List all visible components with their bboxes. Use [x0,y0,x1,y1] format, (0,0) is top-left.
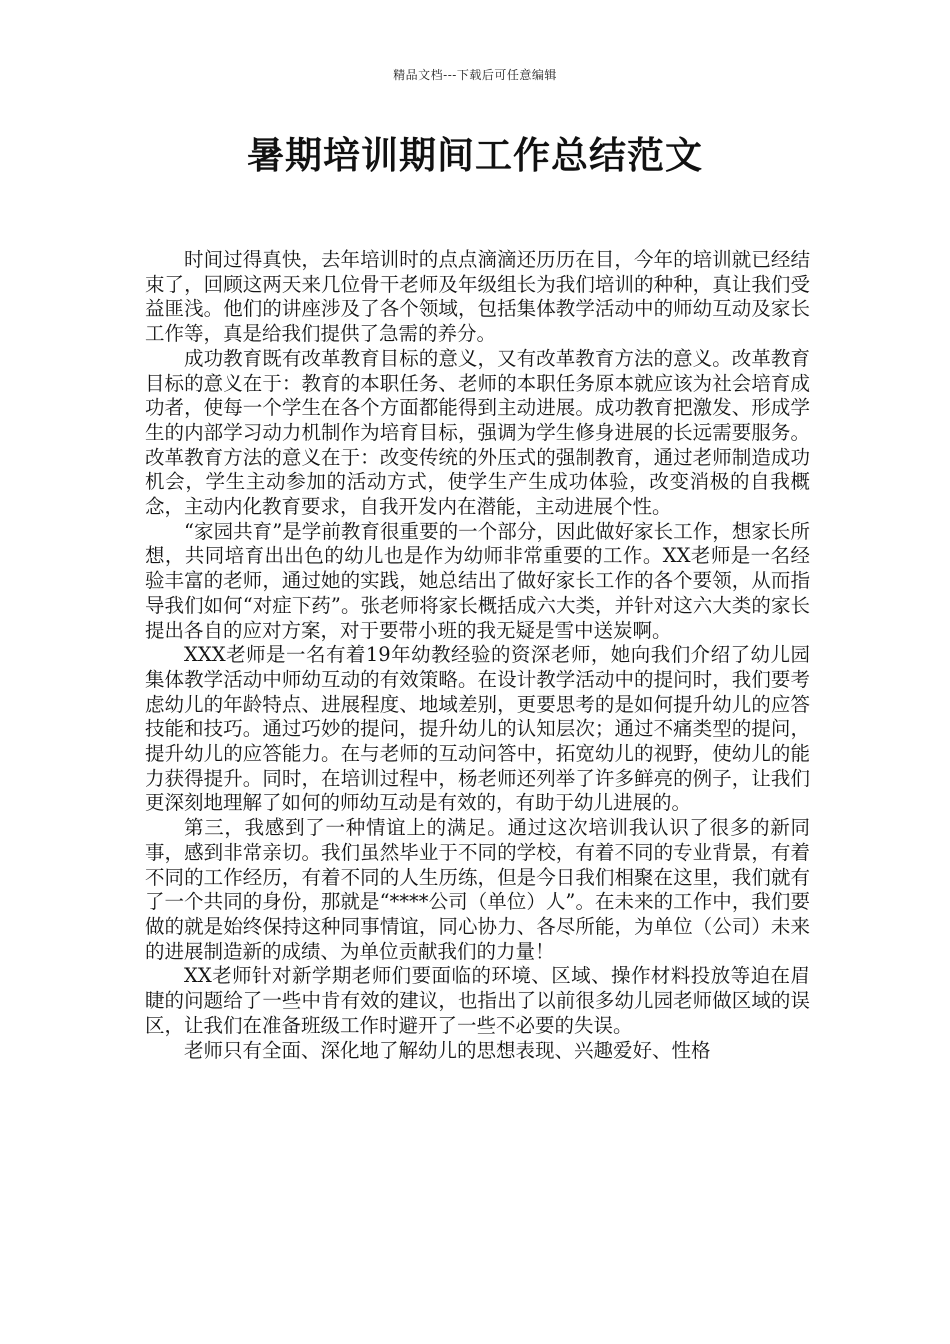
paragraph: 时间过得真快，去年培训时的点点滴滴还历历在目，今年的培训就已经结束了，回顾这两天来几位骨干老师及年级组长为我们培训的种种，真让我们受益匪浅。他们的讲座涉及了各个领域，包括集体教学活动中的师幼互动及家长工作等，真是给我们提供了急需的养分。 [145,248,810,346]
paragraph: XXX老师是一名有着19年幼教经验的资深老师，她向我们介绍了幼儿园集体教学活动中师幼互动的有效策略。在设计教学活动中的提问时，我们要考虑幼儿的年龄特点、进展程度、地域差别，更要思考的是如何提升幼儿的应答技能和技巧。通过巧妙的提问，提升幼儿的认知层次；通过不痛类型的提问，提升幼儿的应答能力。在与老师的互动问答中，拓宽幼儿的视野，使幼儿的能力获得提升。同时，在培训过程中，杨老师还列举了许多鲜亮的例子，让我们更深刻地理解了如何的师幼互动是有效的，有助于幼儿进展的。 [145,643,810,815]
document-body [145,248,810,1063]
paragraph: 成功教育既有改革教育目标的意义，又有改革教育方法的意义。改革教育目标的意义在于：教育的本职任务、老师的本职任务原本就应该为社会培育成功者，使每一个学生在各个方面都能得到主动进展。成功教育把激发、形成学生的内部学习动力机制作为培育目标，强调为学生修身进展的长远需要服务。改革教育方法的意义在于：改变传统的外压式的强制教育，通过老师制造成功机会，学生主动参加的活动方式，使学生产生成功体验，改变消极的自我概念，主动内化教育要求，自我开发内在潜能，主动进展个性。 [145,346,810,519]
paragraph: XX老师针对新学期老师们要面临的环境、区域、操作材料投放等迫在眉睫的问题给了一些中肯有效的建议，也指出了以前很多幼儿园老师做区域的误区，让我们在准备班级工作时避开了一些不必要的失误。 [145,964,810,1037]
paragraph: 老师只有全面、深化地了解幼儿的思想表现、兴趣爱好、性格 [184,1038,711,1062]
header-note: 精品文档---下载后可任意编辑 [393,68,557,82]
paragraph: 第三，我感到了一种情谊上的满足。通过这次培训我认识了很多的新同事，感到非常亲切。我们虽然毕业于不同的学校，有着不同的专业背景，有着不同的工作经历，有着不同的人生历练，但是今日我们相聚在这里，我们就有了一个共同的身份，那就是“****公司（单位）人”。在未来的工作中，我们要做的就是始终保持这种同事情谊，同心协力、各尽所能，为单位（公司）未来的进展制造新的成绩、为单位贡献我们的力量！ [145,816,810,963]
paragraph: “家园共育”是学前教育很重要的一个部分，因此做好家长工作，想家长所想，共同培育出出色的幼儿也是作为幼师非常重要的工作。XX老师是一名经验丰富的老师，通过她的实践，她总结出了做好家长工作的各个要领，从而指导我们如何“对症下药”。张老师将家长概括成六大类，并针对这六大类的家长提出各自的应对方案，对于要带小班的我无疑是雪中送炭啊。 [145,519,810,642]
page-title: 暑期培训期间工作总结范文 [247,134,703,177]
